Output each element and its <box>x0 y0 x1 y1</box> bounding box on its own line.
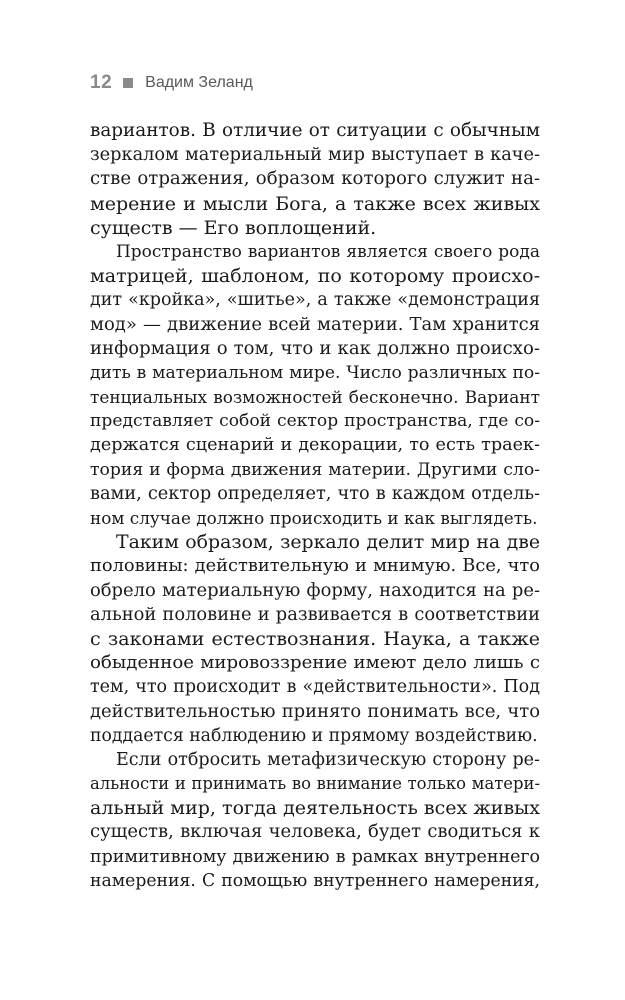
text-line: Если отбросить метафизическую сторону ре- <box>116 749 540 770</box>
author-name: Вадим Зеланд <box>145 74 253 91</box>
text-line: существ, включая человека, будет сводиться к <box>90 821 540 843</box>
text-line: действительностью принято понимать все, что <box>90 700 540 722</box>
text-line: существ — Его воплощений. <box>90 216 377 239</box>
paragraph <box>90 240 540 530</box>
paragraph <box>90 748 540 893</box>
square-separator-icon <box>123 78 133 88</box>
text-line: обрело материальную форму, находится на ре- <box>90 579 540 601</box>
text-line: альной половине и развивается в соответствии <box>90 603 540 625</box>
text-line: Таким образом, зеркало делит мир на две <box>116 531 540 554</box>
paragraph <box>90 530 540 748</box>
text-line: зеркалом материальный мир выступает в каче- <box>90 145 540 166</box>
text-line: мод» — движение всей материи. Там хранится <box>90 313 540 335</box>
text-line: держатся сценарий и декорации, то есть траек- <box>90 435 540 456</box>
text-line: стве отражения, образом которого служит на- <box>90 168 540 190</box>
text-line: примитивному движению в рамках внутреннего <box>90 846 540 867</box>
text-line: поддается наблюдению и прямому воздействию. <box>90 725 538 746</box>
text-line: дит «кройка», «шитье», а также «демонстрация <box>90 290 540 311</box>
text-line: тенциальных возможностей бесконечно. Вариант <box>90 387 540 408</box>
text-line: обыденное мировоззрение имеют дело лишь с <box>90 652 540 674</box>
text-line: с законами естествознания. Наука, а также <box>90 627 540 650</box>
text-line: тем, что происходит в «действительности». Под <box>90 677 540 698</box>
text-line: мерение и мысли Бога, а также всех живых <box>90 192 540 215</box>
text-line: матрицей, шаблоном, по которому происхо- <box>90 265 540 288</box>
text-line: тория и форма движения материи. Другими сло- <box>90 459 540 480</box>
text-line: информация о том, что и как должно происхо- <box>90 337 540 359</box>
text-line: ном случае должно происходить и как выглядеть. <box>90 508 538 528</box>
text-line: альности и принимать во внимание только матери- <box>90 774 540 794</box>
text-line: представляет собой сектор пространства, где со- <box>90 411 540 432</box>
text-line: вариантов. В отличие от ситуации с обычным <box>90 120 540 141</box>
paragraph <box>90 119 540 240</box>
page-number: 12 <box>90 72 113 93</box>
body-text <box>90 119 540 893</box>
text-line: дить в материальном мире. Число различных по- <box>90 362 540 383</box>
running-header <box>90 72 253 94</box>
text-line: намерения. С помощью внутреннего намерения, <box>90 870 540 891</box>
text-line: Пространство вариантов является своего рода <box>116 241 540 262</box>
text-line: половины: действительную и мнимую. Все, что <box>90 555 540 577</box>
text-line: вами, сектор определяет, что в каждом отдель- <box>90 483 540 504</box>
text-line: альный мир, тогда деятельность всех живых <box>90 797 540 820</box>
